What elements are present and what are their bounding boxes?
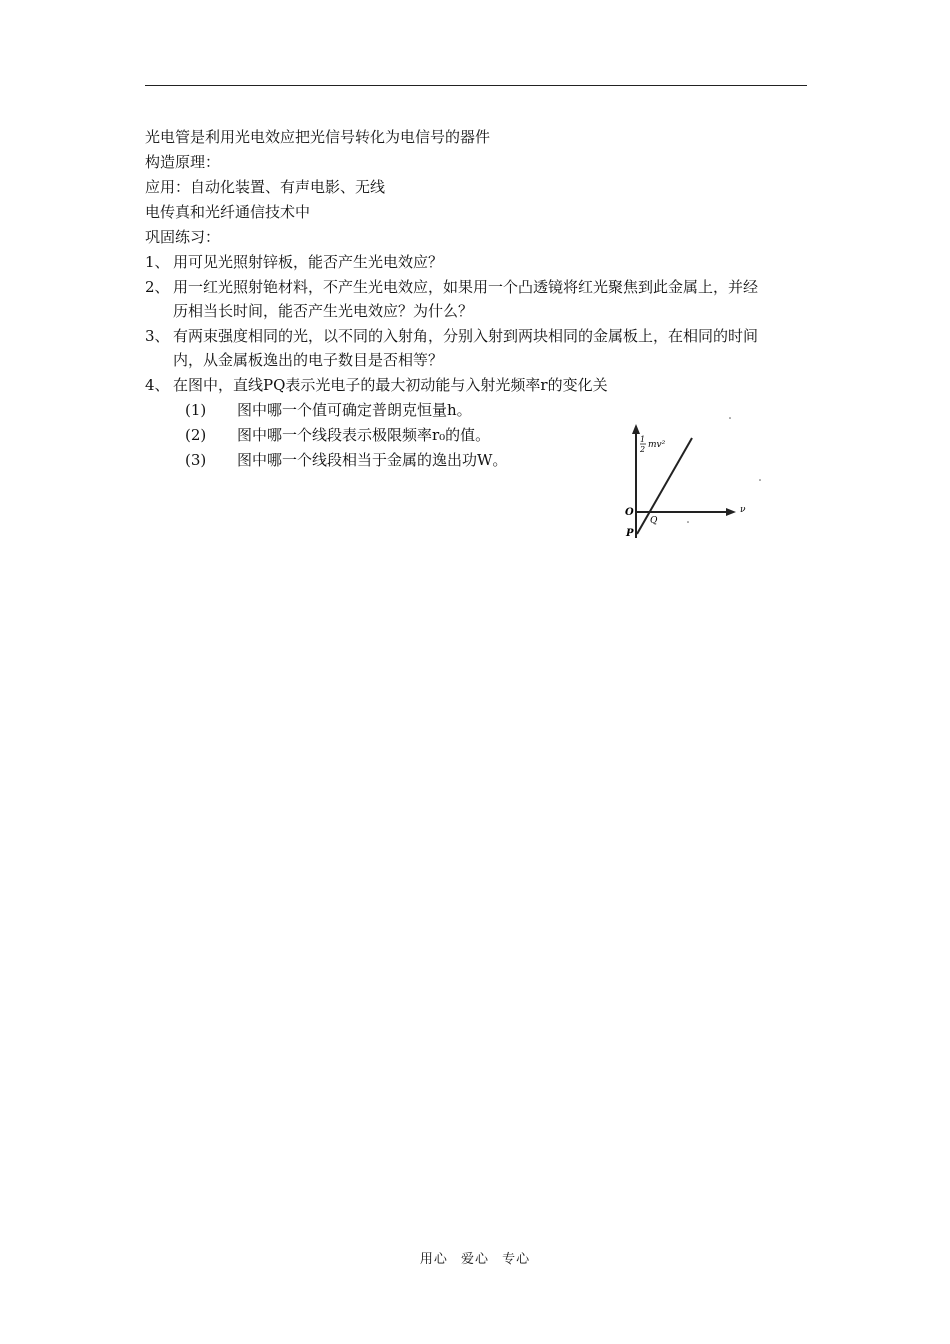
question-number: 4、 bbox=[145, 376, 170, 394]
speck bbox=[759, 479, 761, 481]
speck bbox=[687, 521, 689, 523]
speck bbox=[729, 417, 731, 419]
question-number: 2、 bbox=[145, 278, 170, 296]
subquestion-number: (1) bbox=[185, 401, 207, 419]
intro-line-1: 光电管是利用光电效应把光信号转化为电信号的器件 bbox=[145, 128, 491, 146]
footer-word-1: 用心 bbox=[419, 1252, 448, 1267]
footer-word-3: 专心 bbox=[502, 1252, 531, 1267]
subquestion-number: (3) bbox=[185, 451, 207, 469]
subquestion-1 bbox=[185, 398, 472, 422]
footer-word-2: 爱心 bbox=[460, 1252, 489, 1267]
y-label-numerator: 1 bbox=[640, 435, 646, 444]
subquestion-3 bbox=[185, 448, 507, 472]
x-axis-arrow bbox=[726, 508, 736, 516]
subquestion-text: 图中哪一个线段表示极限频率r₀的值。 bbox=[237, 426, 491, 444]
intro-line-2: 构造原理： bbox=[145, 153, 221, 171]
x-label: ν bbox=[740, 505, 746, 515]
subquestion-text: 图中哪一个值可确定普朗克恒量h。 bbox=[237, 401, 472, 419]
point-p-label: P bbox=[626, 528, 634, 539]
subquestion-2 bbox=[185, 423, 490, 447]
question-4 bbox=[145, 373, 608, 397]
intro-line-3: 应用：自动化装置、有声电影、无线 bbox=[145, 178, 386, 196]
origin-label: O bbox=[625, 507, 634, 518]
pq-line bbox=[637, 438, 692, 534]
question-text: 用一红光照射铯材料，不产生光电效应，如果用一个凸透镜将红光聚焦到此金属上，并经 bbox=[173, 278, 759, 296]
question-2 bbox=[145, 275, 758, 299]
question-text: 有两束强度相同的光，以不同的入射角，分别入射到两块相同的金属板上，在相同的时间 bbox=[173, 327, 759, 345]
question-2-continued: 历相当长时间，能否产生光电效应？为什么？ bbox=[173, 302, 474, 320]
header-rule bbox=[145, 85, 807, 86]
question-text: 在图中，直线PQ表示光电子的最大初动能与入射光频率r的变化关 bbox=[173, 376, 608, 394]
question-number: 1、 bbox=[145, 253, 170, 271]
question-1 bbox=[145, 250, 443, 274]
question-3 bbox=[145, 324, 758, 348]
photoelectric-graph bbox=[600, 410, 780, 550]
y-label-rest: mv² bbox=[648, 440, 666, 450]
intro-line-5: 巩固练习： bbox=[145, 228, 221, 246]
subquestion-text: 图中哪一个线段相当于金属的逸出功W。 bbox=[237, 451, 508, 469]
question-3-continued: 内，从金属板逸出的电子数目是否相等？ bbox=[173, 351, 444, 369]
subquestion-number: (2) bbox=[185, 426, 207, 444]
page-footer bbox=[0, 1248, 950, 1267]
y-label-denominator: 2 bbox=[640, 445, 646, 454]
question-text: 用可见光照射锌板，能否产生光电效应？ bbox=[173, 253, 444, 271]
question-number: 3、 bbox=[145, 327, 170, 345]
intro-line-4: 电传真和光纤通信技术中 bbox=[145, 203, 311, 221]
point-q-label: Q bbox=[650, 516, 658, 526]
y-axis-arrow bbox=[632, 424, 640, 434]
